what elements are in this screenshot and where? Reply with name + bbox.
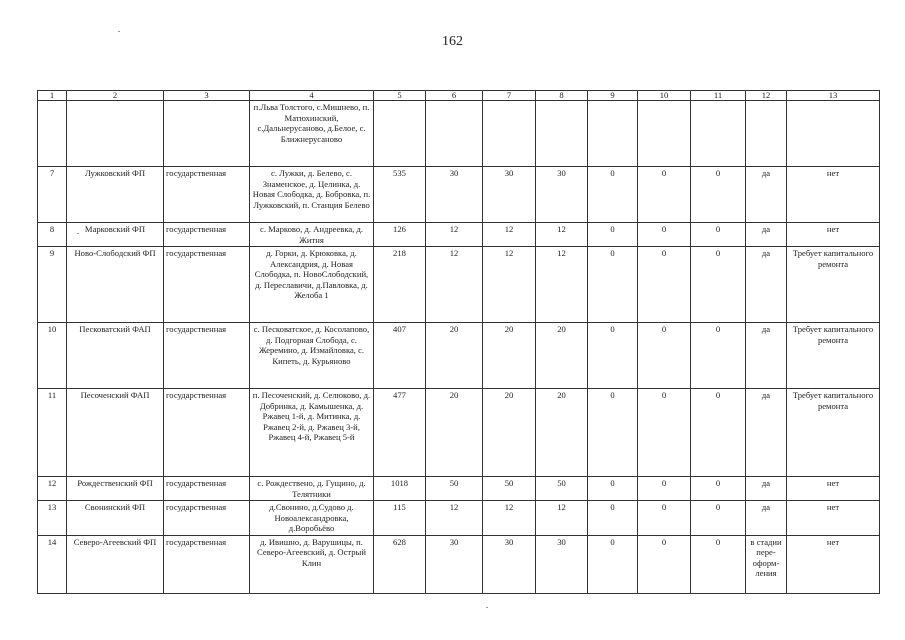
cell-value: 477 [374,389,426,477]
cell-ownership: государственная [164,247,250,323]
cell-status: да [746,167,787,223]
table-row [38,223,880,247]
cell-note: нет [787,477,880,501]
cell-value [638,101,691,167]
cell-ownership: государственная [164,535,250,593]
col-header: 8 [536,91,588,101]
cell-value: 407 [374,323,426,389]
page-number: 162 [442,34,463,49]
cell-note: нет [787,501,880,536]
cell-settlements: с. Лужки, д. Белево, с. Знаменское, д. Целинка, д. Новая Слободка, д. Бобровка, п. Лужковский, п. Станция Белево [250,167,374,223]
cell-value: 0 [588,501,638,536]
cell-note: нет [787,223,880,247]
cell-status: в стадии пере-оформ-ления [746,535,787,593]
cell-status: да [746,477,787,501]
cell-value: 12 [426,223,483,247]
scan-speck [118,31,120,32]
cell-value: 30 [483,535,536,593]
cell-value: 0 [638,323,691,389]
cell-number: 8 [38,223,67,247]
scan-speck [486,607,488,608]
cell-value: 0 [691,247,746,323]
col-header: 6 [426,91,483,101]
cell-value: 30 [426,167,483,223]
cell-settlements: с. Песковатское, д. Косолапово, д. Подгорная Слобода, с. Жеремино, д. Измайловка, с. Кипеть, д. Курьяново [250,323,374,389]
cell-value: 12 [426,501,483,536]
table-row [38,101,880,167]
cell-value: 0 [638,501,691,536]
table-row [38,389,880,477]
cell-value: 12 [483,223,536,247]
cell-ownership: государственная [164,501,250,536]
cell-value: 0 [638,167,691,223]
cell-facility-name: Рождественский ФП [67,477,164,501]
cell-ownership [164,101,250,167]
facilities-table [37,90,880,594]
cell-number: 11 [38,389,67,477]
cell-value: 0 [588,535,638,593]
cell-value: 126 [374,223,426,247]
cell-value: 218 [374,247,426,323]
cell-facility-name: Северо-Агеевский ФП [67,535,164,593]
col-header: 2 [67,91,164,101]
cell-value: 30 [483,167,536,223]
cell-settlements: с. Марково, д. Андреевка, д. Житня [250,223,374,247]
cell-value: 0 [588,223,638,247]
table-row [38,323,880,389]
col-header: 5 [374,91,426,101]
cell-value [374,101,426,167]
cell-value [426,101,483,167]
cell-value: 50 [483,477,536,501]
cell-value: 20 [536,323,588,389]
cell-number: 14 [38,535,67,593]
cell-value: 0 [588,247,638,323]
cell-value: 0 [638,223,691,247]
cell-value: 0 [638,535,691,593]
cell-value: 20 [536,389,588,477]
col-header: 9 [588,91,638,101]
cell-value: 0 [588,323,638,389]
cell-value: 30 [426,535,483,593]
cell-value: 20 [426,389,483,477]
cell-value: 0 [691,501,746,536]
cell-note: Требует капитального ремонта [787,389,880,477]
cell-note: Требует капитального ремонта [787,323,880,389]
cell-value: 12 [536,501,588,536]
table-row [38,167,880,223]
cell-value: 1018 [374,477,426,501]
cell-value: 535 [374,167,426,223]
cell-settlements: п. Песоченский, д. Селюково, д. Добринка, д. Камышенка, д. Ржавец 1-й, д. Митинка, д. Ржавец 2-й, д. Ржавец 3-й, Ржавец 4-й, Ржавец 5-й [250,389,374,477]
cell-settlements: д.Свонино, д.Судово д. Новоалександровка, д.Воробьёво [250,501,374,536]
cell-value: 20 [426,323,483,389]
cell-value: 50 [536,477,588,501]
cell-value: 0 [691,535,746,593]
cell-note: нет [787,535,880,593]
cell-ownership: государственная [164,167,250,223]
cell-number: 7 [38,167,67,223]
cell-value: 0 [638,389,691,477]
cell-settlements: д. Ивишно, д. Варушицы, п. Северо-Агеевский, д. Острый Клин [250,535,374,593]
cell-settlements: с. Рождествено, д. Гущино, д. Телятники [250,477,374,501]
cell-note: Требует капитального ремонта [787,247,880,323]
col-header: 1 [38,91,67,101]
cell-facility-name: Песковатский ФАП [67,323,164,389]
cell-status: да [746,223,787,247]
cell-facility-name: Песоченский ФАП [67,389,164,477]
cell-value: 628 [374,535,426,593]
cell-value: 30 [536,167,588,223]
cell-number: 13 [38,501,67,536]
cell-value: 0 [588,167,638,223]
table-row [38,501,880,536]
cell-facility-name: Лужковский ФП [67,167,164,223]
cell-number: 10 [38,323,67,389]
cell-value: 0 [691,389,746,477]
cell-value: 0 [691,323,746,389]
cell-ownership: государственная [164,389,250,477]
col-header: 4 [250,91,374,101]
cell-value: 0 [691,167,746,223]
cell-value [536,101,588,167]
cell-note: нет [787,167,880,223]
cell-value: 30 [536,535,588,593]
cell-value: 0 [588,389,638,477]
col-header: 7 [483,91,536,101]
cell-value: 20 [483,323,536,389]
cell-ownership: государственная [164,223,250,247]
cell-value: 115 [374,501,426,536]
col-header: 11 [691,91,746,101]
col-header: 12 [746,91,787,101]
table-row [38,247,880,323]
col-header: 13 [787,91,880,101]
cell-value: 50 [426,477,483,501]
cell-facility-name: Ново-Слободский ФП [67,247,164,323]
cell-value: 0 [588,477,638,501]
cell-value: 0 [638,477,691,501]
cell-facility-name: Свонинский ФП [67,501,164,536]
cell-status: да [746,389,787,477]
cell-value: 0 [691,223,746,247]
cell-value: 12 [536,247,588,323]
col-header: 10 [638,91,691,101]
cell-status: да [746,501,787,536]
cell-settlements: д. Горки, д. Крюковка, д. Александрия, д. Новая Слободка, п. НовоСлободский, д. Переславичи, д.Павловка, д. Желоба 1 [250,247,374,323]
cell-number: 9 [38,247,67,323]
cell-value: 12 [483,501,536,536]
cell-status: да [746,323,787,389]
cell-ownership: государственная [164,323,250,389]
cell-settlements: п.Льва Толстого, с.Мишнево, п. Матюхинский, с.Дальнерусаново, д.Белое, с. Ближнерусаново [250,101,374,167]
cell-facility-name [67,101,164,167]
cell-value: 0 [638,247,691,323]
header-row [38,91,880,101]
cell-status: да [746,247,787,323]
cell-ownership: государственная [164,477,250,501]
cell-value: 20 [483,389,536,477]
cell-value [483,101,536,167]
cell-status [746,101,787,167]
cell-value: 12 [426,247,483,323]
table-row [38,477,880,501]
cell-value [691,101,746,167]
cell-facility-name: Марковский ФП [67,223,164,247]
cell-note [787,101,880,167]
table-row [38,535,880,593]
cell-value: 0 [691,477,746,501]
cell-number [38,101,67,167]
cell-value: 12 [536,223,588,247]
col-header: 3 [164,91,250,101]
cell-value: 12 [483,247,536,323]
cell-value [588,101,638,167]
cell-number: 12 [38,477,67,501]
